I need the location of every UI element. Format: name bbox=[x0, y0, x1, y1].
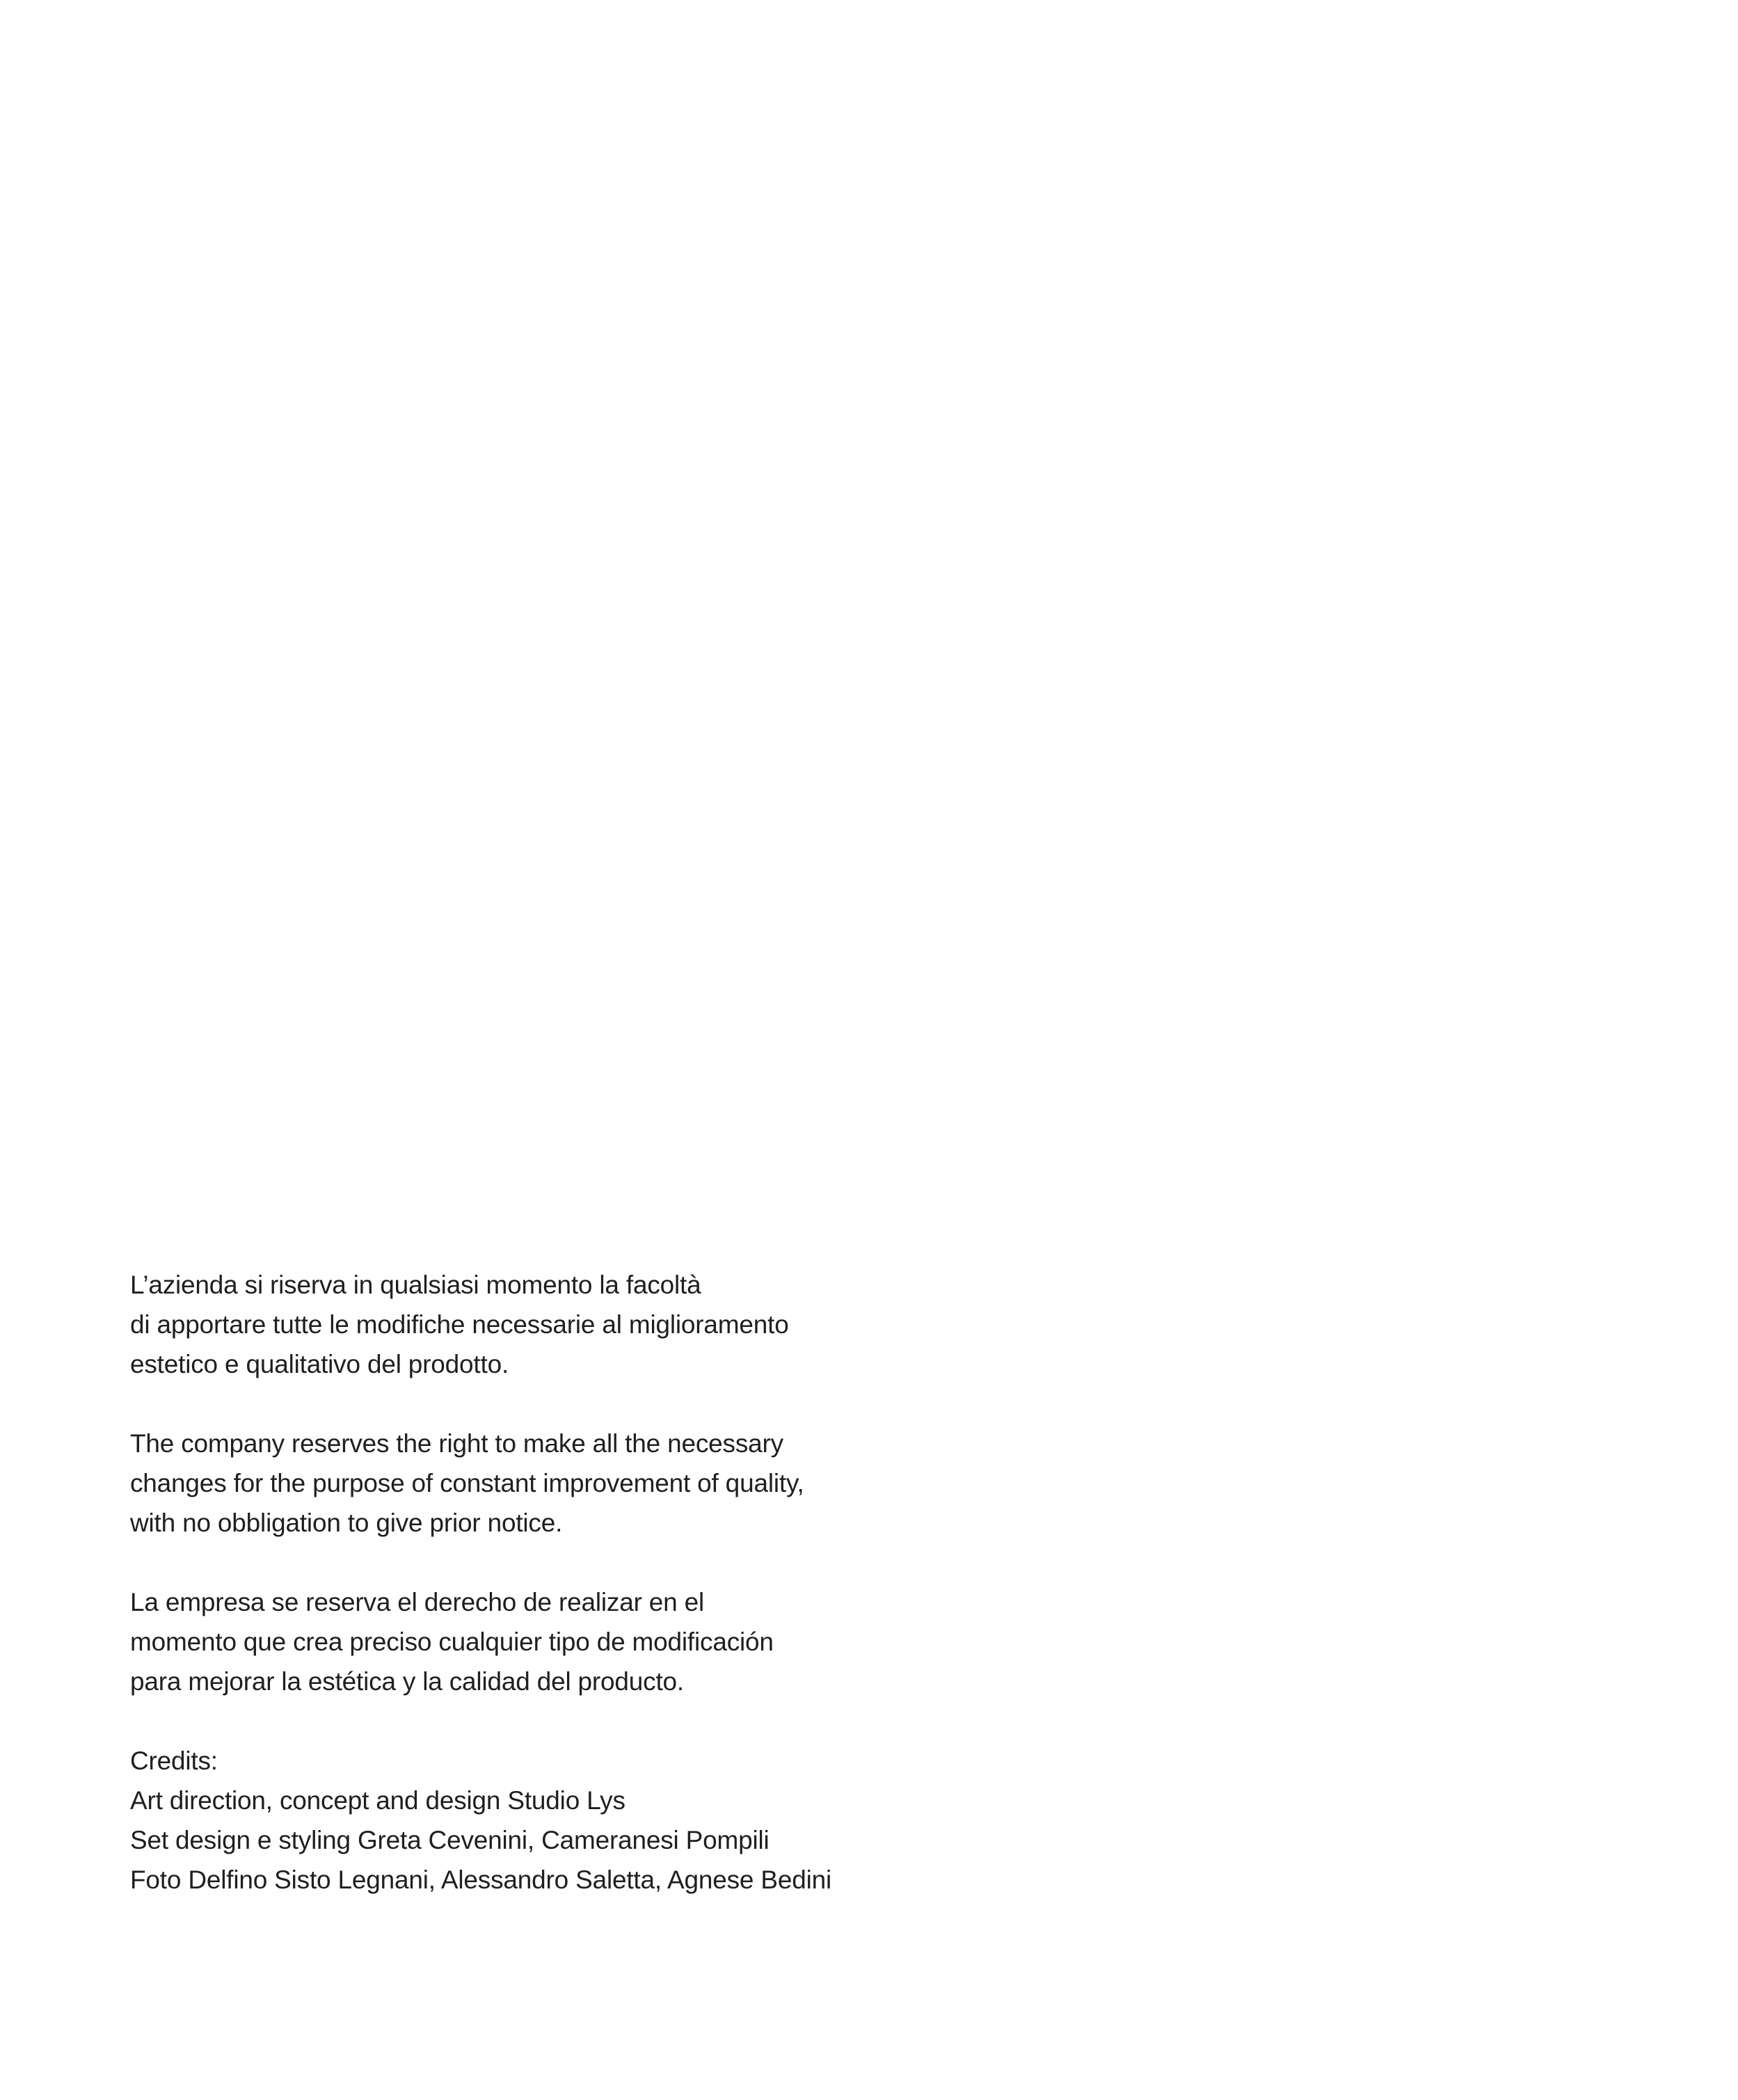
credits-line: Art direction, concept and design Studio Lys bbox=[130, 1786, 625, 1815]
disclaimer-line: The company reserves the right to make all the necessary bbox=[130, 1429, 783, 1458]
disclaimer-line: momento que crea preciso cualquier tipo de modificación bbox=[130, 1628, 774, 1656]
disclaimer-line: di apportare tutte le modifiche necessarie al miglioramento bbox=[130, 1310, 789, 1339]
disclaimer-line: changes for the purpose of constant improvement of quality, bbox=[130, 1469, 804, 1497]
disclaimer-line: La empresa se reserva el derecho de realizar en el bbox=[130, 1588, 705, 1616]
credits-line: Foto Delfino Sisto Legnani, Alessandro Saletta, Agnese Bedini bbox=[130, 1866, 832, 1894]
disclaimer-line: L’azienda si riserva in qualsiasi momento la facoltà bbox=[130, 1271, 701, 1299]
disclaimer-line: para mejorar la estética y la calidad del producto. bbox=[130, 1667, 685, 1696]
credits-heading: Credits: bbox=[130, 1747, 218, 1775]
disclaimer-spanish bbox=[130, 1582, 930, 1701]
credits-line: Set design e styling Greta Cevenini, Cameranesi Pompili bbox=[130, 1826, 770, 1854]
disclaimer-line: estetico e qualitativo del prodotto. bbox=[130, 1350, 509, 1378]
disclaimer-english bbox=[130, 1424, 930, 1543]
credits bbox=[130, 1741, 930, 1900]
disclaimer-line: with no obbligation to give prior notice. bbox=[130, 1509, 563, 1537]
disclaimer-and-credits bbox=[130, 1265, 930, 1900]
disclaimer-italian bbox=[130, 1265, 930, 1384]
